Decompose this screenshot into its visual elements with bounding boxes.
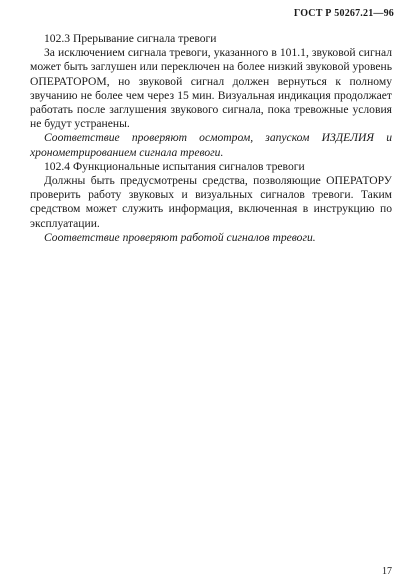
standard-code: ГОСТ Р 50267.21—96: [293, 8, 394, 19]
section-heading-102-3: 102.3 Прерывание сигнала тревоги: [44, 32, 217, 45]
page-number: 17: [382, 566, 392, 577]
section-body-102-3: За исключением сигнала тревоги, указанного в 101.1, звуковой сигнал может быть заглушен или переключен на более низкий звуковой уровень ОПЕРАТОРОМ, но звуковой сигнал должен вернуться к полному звучанию не более чем через 15 мин. Визуальная индикация продолжает работать после заглушения звукового сигнала, пока тревожные условия не будут устранены.: [30, 46, 392, 131]
compliance-note-102-4: Соответствие проверяют работой сигналов тревоги.: [44, 230, 316, 244]
document-header: [294, 8, 394, 19]
compliance-note-102-3: Соответствие проверяют осмотром, запуском ИЗДЕЛИЯ и хронометрированием сигнала тревоги.: [30, 131, 392, 159]
section-body-102-4: Должны быть предусмотрены средства, позволяющие ОПЕРАТОРУ проверить работу звуковых и визуальных сигналов тревоги. Таким средством может служить информация, включенная в инструкцию по эксплуатации.: [30, 174, 392, 230]
document-body: [30, 32, 392, 245]
section-heading-102-4: 102.4 Функциональные испытания сигналов тревоги: [44, 159, 305, 173]
